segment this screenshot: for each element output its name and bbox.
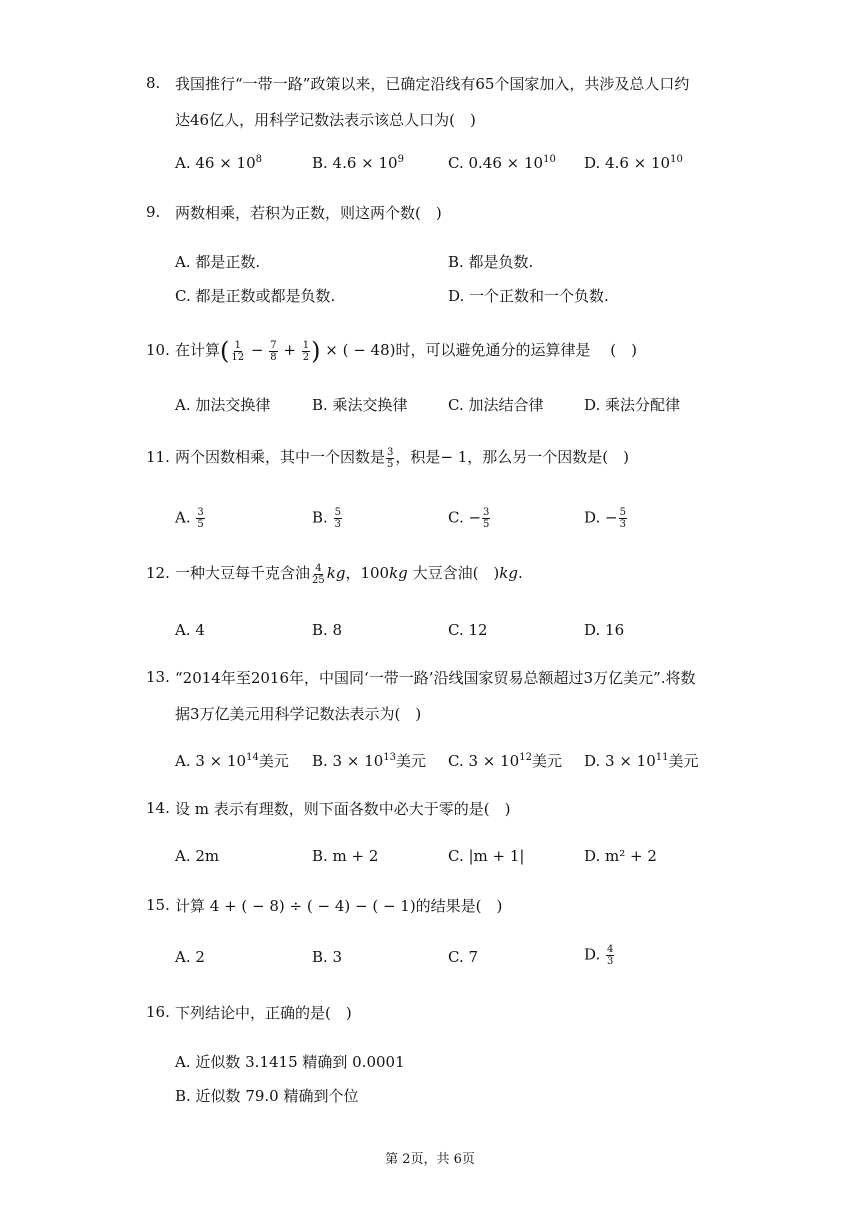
question-text: 两个因数相乘，其中一个因数是 $\frac{3}{5}$ ，积是− 1，那么另一个因数是( ) bbox=[175, 446, 629, 470]
option-d[interactable]: D. 乘法分配律 bbox=[584, 396, 681, 414]
question-text: 一种大豆每千克含油 $\frac{4}{25}$ kg，100kg 大豆含油( )kg. bbox=[175, 562, 523, 586]
option-b[interactable]: B. $3 \times 10^{13}$美元 bbox=[312, 752, 427, 770]
question-text-line: 据3万亿美元用科学记数法表示为( ) bbox=[175, 705, 422, 723]
option-a[interactable]: A. 都是正数. bbox=[175, 253, 261, 271]
question-number: 16. bbox=[146, 1003, 170, 1021]
option-c[interactable]: C. $3 \times 10^{12}$美元 bbox=[448, 752, 562, 770]
option-c[interactable]: C. |m + 1| bbox=[448, 847, 525, 865]
question-text: 两数相乘，若积为正数，则这两个数( ) bbox=[175, 204, 442, 222]
question-number: 11. bbox=[146, 448, 170, 466]
question-text: 设 m 表示有理数，则下面各数中必大于零的是( ) bbox=[175, 800, 511, 818]
question-text-line: 达46亿人，用科学记数法表示该总人口为( ) bbox=[175, 111, 476, 129]
question-number: 8. bbox=[146, 74, 161, 92]
option-d[interactable]: D. $\frac{4}{3}$ bbox=[584, 944, 614, 967]
option-a[interactable]: A. $\frac{3}{5}$ bbox=[175, 507, 204, 530]
option-d[interactable]: D. 一个正数和一个负数. bbox=[448, 287, 609, 305]
option-a[interactable]: A. 4 bbox=[175, 621, 205, 639]
option-c[interactable]: C. 加法结合律 bbox=[448, 396, 544, 414]
option-c[interactable]: C. − $\frac{3}{5}$ bbox=[448, 507, 490, 530]
option-a[interactable]: A. $3 \times 10^{14}$美元 bbox=[175, 752, 289, 770]
option-b[interactable]: B. 乘法交换律 bbox=[312, 396, 408, 414]
question-text: 下列结论中，正确的是( ) bbox=[175, 1004, 352, 1022]
question-number: 9. bbox=[146, 203, 161, 221]
option-a[interactable]: A. 加法交换律 bbox=[175, 396, 271, 414]
option-c[interactable]: C. 都是正数或都是负数. bbox=[175, 287, 336, 305]
option-b[interactable]: B. $4.6 \times 10^9$ bbox=[312, 154, 404, 172]
option-b[interactable]: B. 近似数 79.0 精确到个位 bbox=[175, 1087, 359, 1105]
page-footer: 第 2页，共 6页 bbox=[385, 1152, 475, 1167]
option-a[interactable]: A. 2m bbox=[175, 847, 220, 865]
option-c[interactable]: C. $0.46 \times 10^{10}$ bbox=[448, 154, 556, 172]
question-text: 计算 4 + ( − 8) ÷ ( − 4) − ( − 1)的结果是( ) bbox=[175, 897, 503, 915]
option-b[interactable]: B. $\frac{5}{3}$ bbox=[312, 507, 341, 530]
option-b[interactable]: B. 都是负数. bbox=[448, 253, 534, 271]
option-c[interactable]: C. 7 bbox=[448, 948, 479, 966]
option-d[interactable]: D. $3 \times 10^{11}$美元 bbox=[584, 752, 699, 770]
question-number: 10. bbox=[146, 341, 170, 359]
option-d[interactable]: D. $4.6 \times 10^{10}$ bbox=[584, 154, 683, 172]
question-number: 13. bbox=[146, 668, 170, 686]
option-b[interactable]: B. 8 bbox=[312, 621, 343, 639]
option-d[interactable]: D. − $\frac{5}{3}$ bbox=[584, 507, 626, 530]
question-number: 15. bbox=[146, 896, 170, 914]
question-text-line: “2014年至2016年，中国同‘一带一路’沿线国家贸易总额超过3万亿美元”.将数 bbox=[175, 669, 696, 687]
option-c[interactable]: C. 12 bbox=[448, 621, 488, 639]
option-b[interactable]: B. m + 2 bbox=[312, 847, 379, 865]
option-b[interactable]: B. 3 bbox=[312, 948, 343, 966]
option-d[interactable]: D. m² + 2 bbox=[584, 847, 657, 865]
option-a[interactable]: A. $46 \times 10^8$ bbox=[175, 154, 263, 172]
option-a[interactable]: A. 近似数 3.1415 精确到 0.0001 bbox=[175, 1053, 405, 1071]
option-a[interactable]: A. 2 bbox=[175, 948, 205, 966]
question-text: 在计算( $\frac{1}{12}$ − $\frac{7}{8}$ + $\frac{1}{2}$ ) × ( − 48)时，可以避免通分的运算律是 ( ) bbox=[175, 337, 637, 365]
question-number: 14. bbox=[146, 799, 170, 817]
question-number: 12. bbox=[146, 564, 170, 582]
question-text-line: 我国推行“一带一路”政策以来，已确定沿线有65个国家加入，共涉及总人口约 bbox=[175, 75, 690, 93]
option-d[interactable]: D. 16 bbox=[584, 621, 625, 639]
